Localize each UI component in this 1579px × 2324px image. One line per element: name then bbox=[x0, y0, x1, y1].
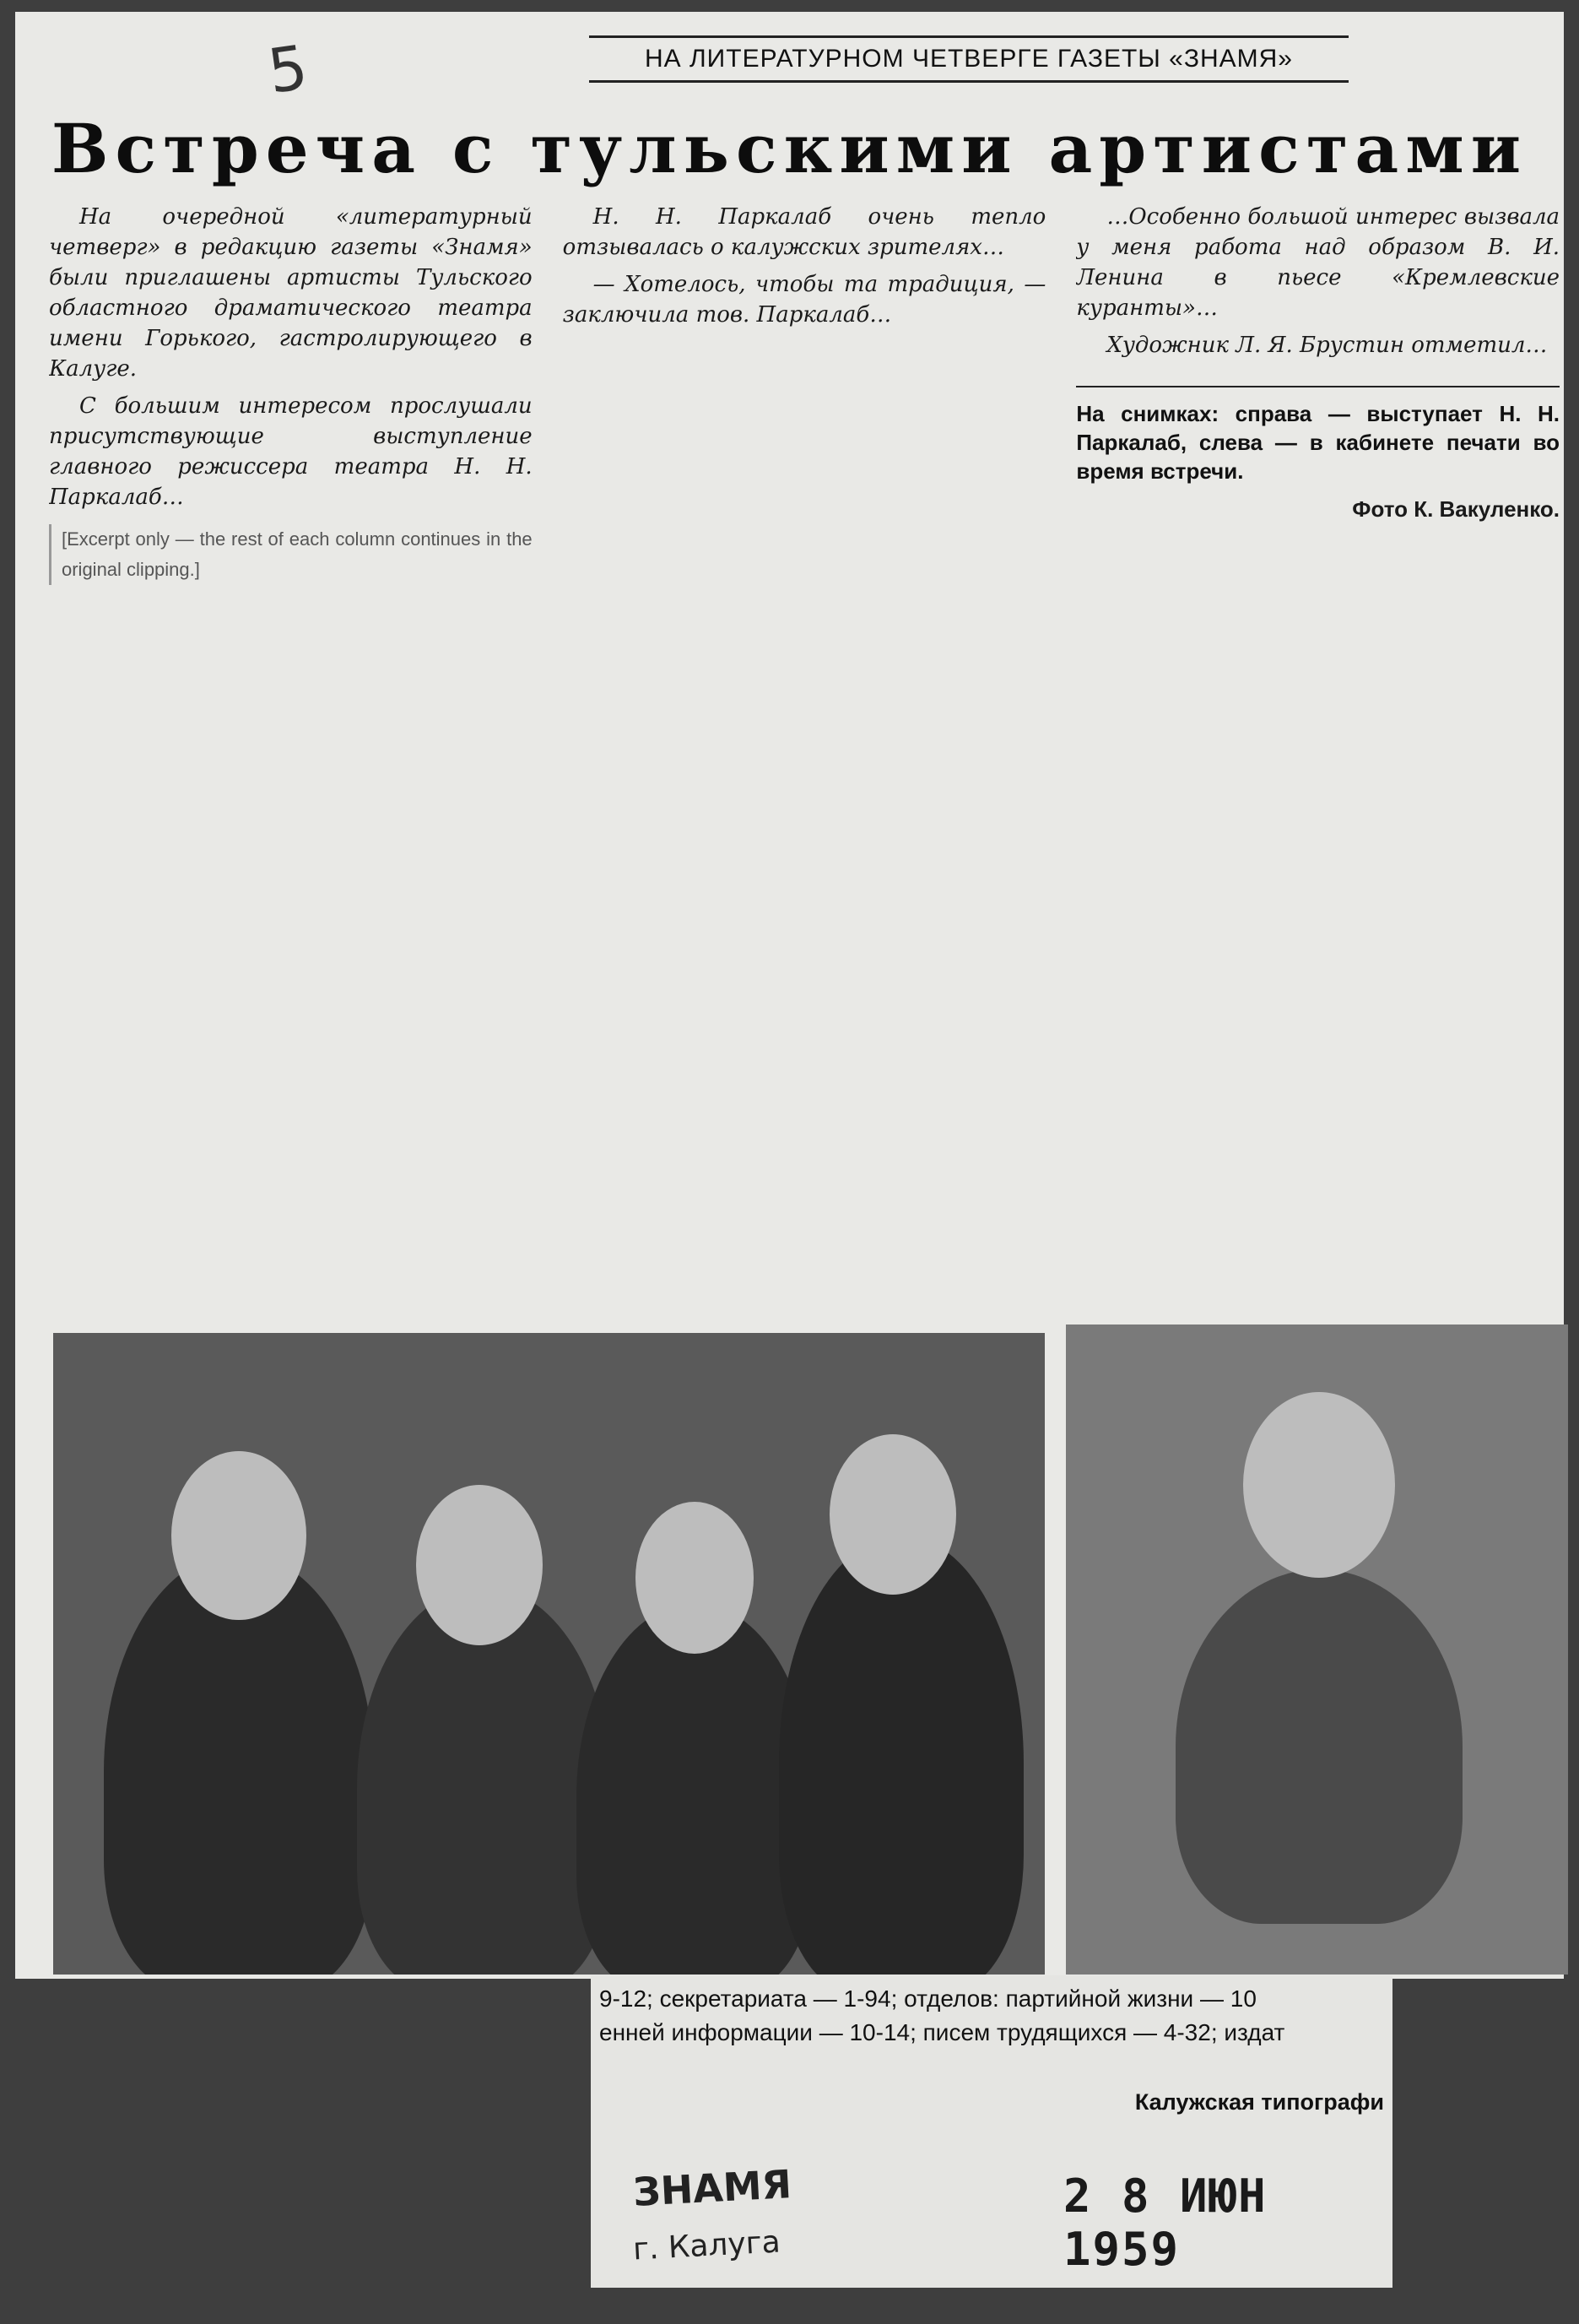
excerpt-note: [Excerpt only — the rest of each column continues in the original clipping.] bbox=[49, 524, 533, 585]
paragraph: С большим интересом прослушали присутствующие выступление главного режиссера театра Н. Н. Паркалаб… bbox=[49, 393, 533, 510]
photo-caption: На снимках: справа — выступает Н. Н. Паркалаб, слева — в кабинете печати во время встречи. bbox=[1076, 401, 1560, 484]
article-columns bbox=[49, 202, 1560, 1299]
printer-name: Калужская типографи bbox=[1134, 2089, 1384, 2115]
paragraph: Н. Н. Паркалаб очень тепло отзывалась о калужских зрителях… bbox=[562, 204, 1046, 260]
rubric-header: НА ЛИТЕРАТУРНОМ ЧЕТВЕРГЕ ГАЗЕТЫ «ЗНАМЯ» bbox=[589, 35, 1349, 83]
photo-audience bbox=[53, 1333, 1045, 1975]
photo-caption-block bbox=[1076, 386, 1560, 524]
paragraph: — Хотелось, чтобы та традиция, — заключила тов. Паркалаб… bbox=[562, 272, 1046, 328]
photo-credit: Фото К. Вакуленко. bbox=[1352, 496, 1560, 522]
photo-speaker bbox=[1066, 1325, 1568, 1975]
paragraph: На очередной «литературный четверг» в редакцию газеты «Знамя» были приглашены артисты Тульского областного драматического театра имени Горького, гастролирующего в Калуге. bbox=[49, 204, 533, 382]
contact-line-1: 9-12; секретариата — 1-94; отделов: партийной жизни — 10 bbox=[599, 1985, 1257, 2012]
column-1 bbox=[49, 202, 533, 1299]
paragraph: …Особенно большой интерес вызвала у меня работа над образом В. И. Ленина в пьесе «Кремлевские куранты»… bbox=[1076, 204, 1560, 321]
stamp-city: г. Калуга bbox=[632, 2224, 781, 2267]
masthead-strip bbox=[591, 1975, 1392, 2288]
column-2 bbox=[563, 202, 1046, 1299]
paragraph: Художник Л. Я. Брустин отметил… bbox=[1106, 333, 1548, 358]
stamp-newspaper-name: ЗНАМЯ bbox=[631, 2161, 793, 2215]
handwritten-mark: 5 bbox=[263, 31, 312, 107]
stamp-date: 2 8 ИЮН 1959 bbox=[1063, 2170, 1268, 2276]
column-3 bbox=[1076, 202, 1560, 1299]
newspaper-clipping bbox=[15, 12, 1564, 1979]
contact-line-2: енней информации — 10-14; писем трудящихся — 4-32; издат bbox=[599, 2019, 1285, 2045]
article-title: Встреча с тульскими артистами bbox=[51, 109, 1528, 188]
